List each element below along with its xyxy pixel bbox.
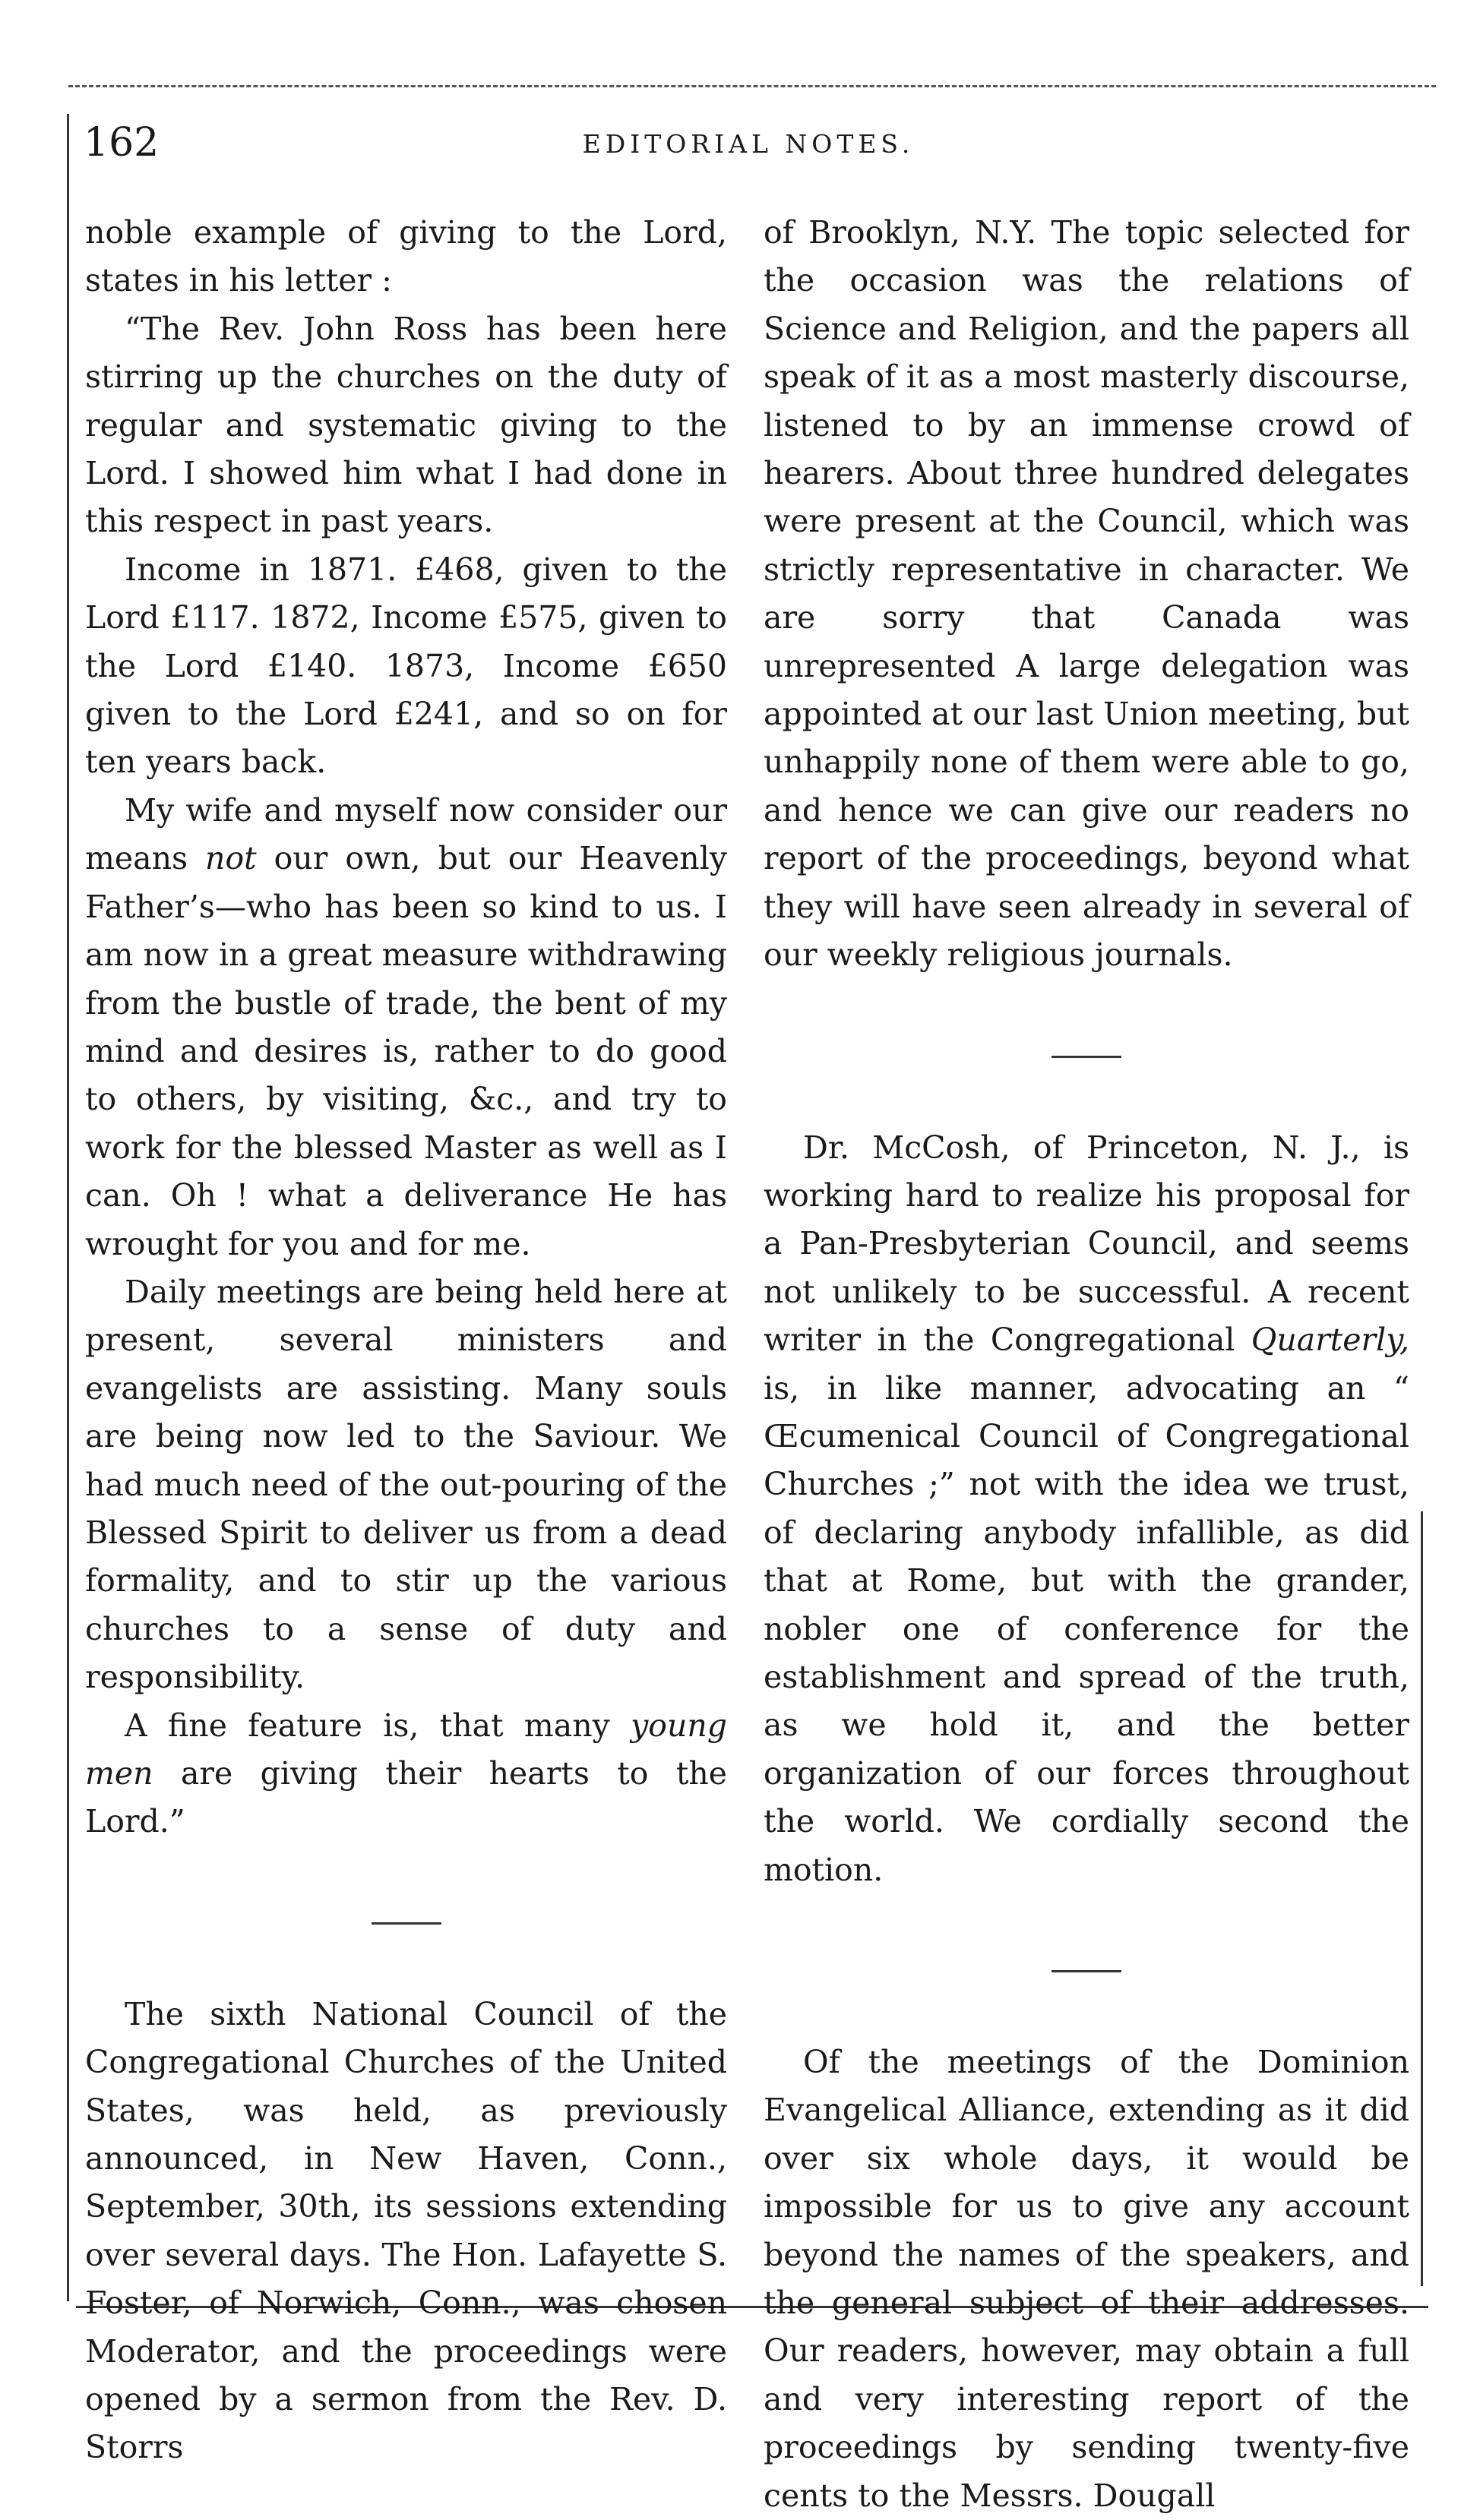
council-paragraph: The sixth National Council of the Congregational Churches of the United States, was held, as previously announced, in New Haven, Conn., September, 30th, its sessions extending over several days. The Hon. Lafayette S. Foster, of Norwich, Conn., was chosen Moderator, and the proceedings were opened by a sermon from the Rev. D. Storrs bbox=[85, 1995, 727, 2466]
top-rule bbox=[68, 85, 1436, 87]
section-divider-left bbox=[85, 1846, 727, 1991]
section-divider-right-2 bbox=[764, 1894, 1409, 2038]
letter-paragraph-4-end: our own, but our Heavenly Father’s—who has been so kind to us. I am now in a great measure withdrawing from the bustle of trade, the bent of my mind and desires is, rather to do good to others, by visiting, &c., and try to work for the blessed Master as well as I can. Oh ! what a deliverance He has wrought for you and for me. bbox=[85, 840, 727, 1262]
letter-paragraph-6-end: are giving their hearts to the Lord.” bbox=[85, 1755, 727, 1840]
right-column bbox=[764, 209, 1409, 2520]
letter-paragraph-4-italic: not bbox=[205, 840, 257, 877]
letter-paragraph-1: noble example of giving to the Lord, states in his letter : bbox=[85, 214, 727, 299]
letter-paragraph-6-start: A fine feature is, that many bbox=[125, 1707, 631, 1744]
mccosh-paragraph bbox=[764, 1124, 1409, 1895]
alliance-paragraph: Of the meetings of the Dominion Evangelical Alliance, extending as it did over six whole days, it would be impossible for us to give any account beyond the names of the speakers, and the general subject of their addresses. Our readers, however, may obtain a full and very interesting report of the proceedings by sending twenty-five cents to the Messrs. Dougall bbox=[764, 2044, 1409, 2514]
letter-paragraph-3: Income in 1871. £468, given to the Lord £117. 1872, Income £575, given to the Lord £140. 1873, Income £650 given to the Lord £241, and so on for ten years back. bbox=[85, 551, 727, 781]
mccosh-paragraph-italic: Quarterly, bbox=[1251, 1322, 1409, 1359]
council-continued-paragraph: of Brooklyn, N.Y. The topic selected for the occasion was the relations of Science and Religion, and the papers all speak of it as a most masterly discourse, listened to by an immense crowd of hearers. About three hundred delegates were present at the Council, which was strictly representative in character. We are sorry that Canada was unrepresented A large delegation was appointed at our last Union meeting, but unhappily none of them were able to go, and hence we can give our readers no report of the proceedings, beyond what they will have seen already in several of our weekly religious journals. bbox=[764, 214, 1409, 974]
mccosh-paragraph-end: is, in like manner, advocating an “ Œcumenical Council of Congregational Churches ;” not with the idea we trust, of declaring anybody infallible, as did that at Rome, but with the grander, nobler one of conference for the establishment and spread of the truth, as we hold it, and the better organization of our forces throughout the world. We cordially second the motion. bbox=[764, 1369, 1409, 1888]
letter-paragraph-2: “The Rev. John Ross has been here stirring up the churches on the duty of regular and systematic giving to the Lord. I showed him what I had done in this respect in past years. bbox=[85, 310, 727, 540]
page-number: 162 bbox=[84, 120, 160, 166]
letter-paragraph-6 bbox=[85, 1702, 727, 1846]
left-column bbox=[85, 209, 727, 2472]
page-header bbox=[84, 120, 1413, 173]
mccosh-paragraph-start: Dr. McCosh, of Princeton, N. J., is working hard to realize his proposal for a Pan-Presbyterian Council, and seems not unlikely to be successful. A recent writer in the Congregational bbox=[764, 1129, 1409, 1359]
letter-paragraph-5: Daily meetings are being held here at present, several ministers and evangelists are assisting. Many souls are being now led to the Saviour. We had much need of the out-pouring of the Blessed Spirit to deliver us from a dead formality, and to stir up the various churches to a sense of duty and responsibility. bbox=[85, 1273, 727, 1696]
running-head: EDITORIAL NOTES. bbox=[582, 129, 915, 159]
section-divider-right-1 bbox=[764, 980, 1409, 1124]
letter-paragraph-4-start: My wife and myself now consider our means bbox=[85, 791, 727, 877]
left-margin-rule bbox=[67, 114, 69, 2301]
letter-paragraph-6-italic: young men bbox=[85, 1707, 727, 1792]
letter-paragraph-4 bbox=[85, 787, 727, 1268]
right-margin-rule bbox=[1421, 1511, 1423, 2286]
